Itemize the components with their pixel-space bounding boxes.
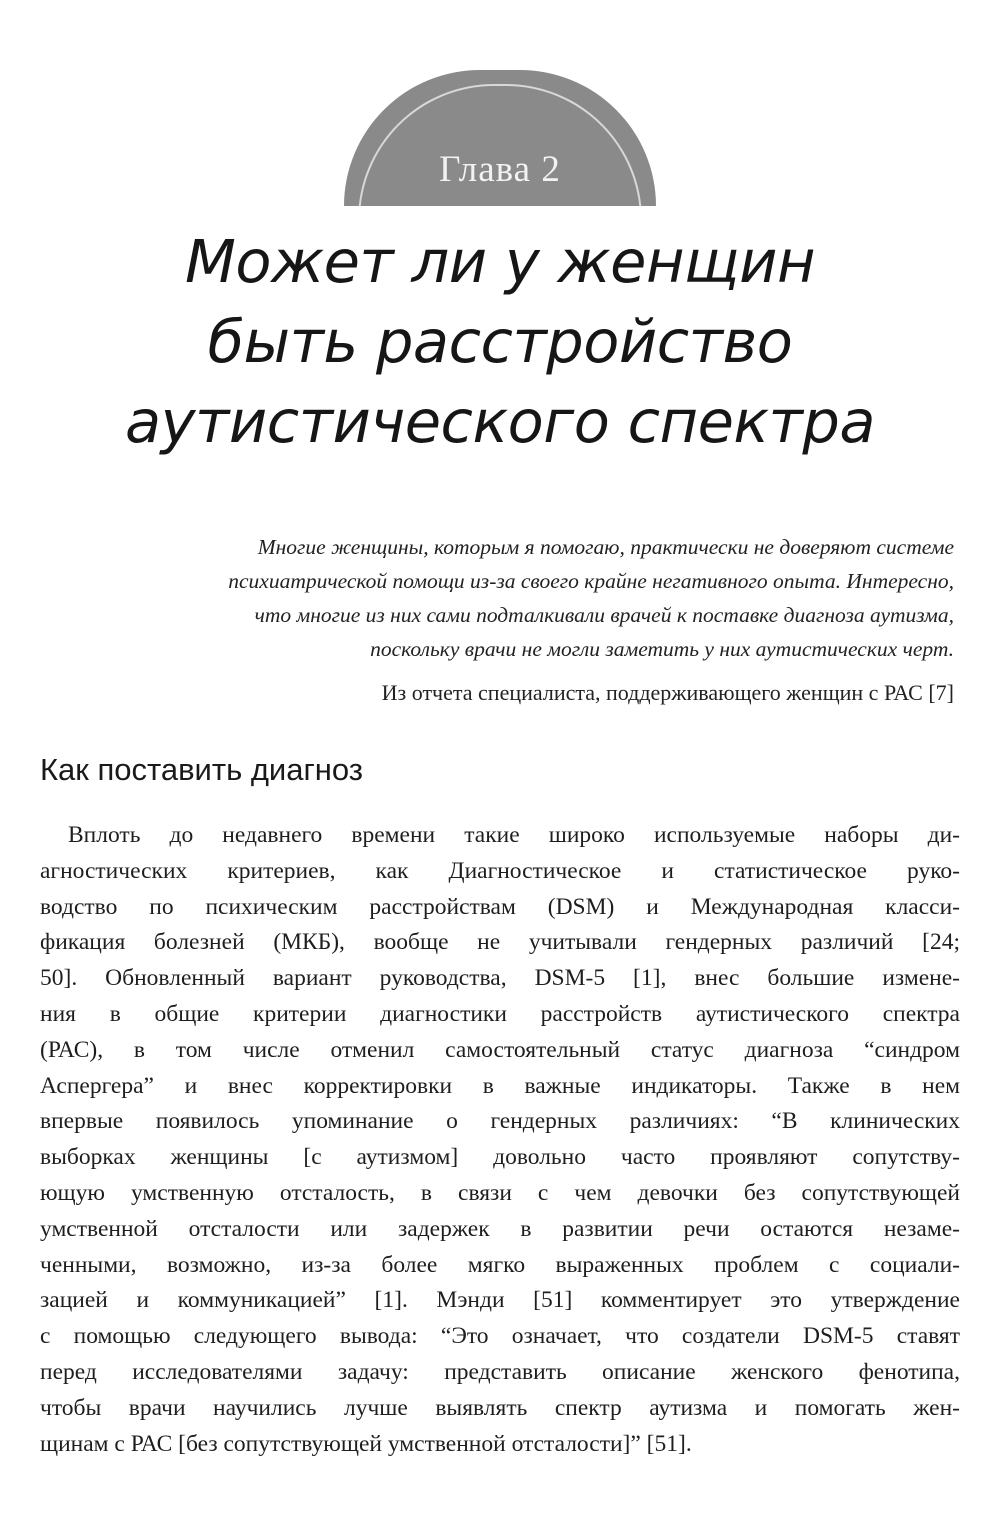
chapter-label: Глава 2 — [439, 149, 561, 190]
body-line: впервые появилось упоминание о гендерных различиях: “В клинических — [40, 1108, 960, 1135]
body-paragraph — [40, 818, 960, 1462]
epigraph-line: что многие из них сами подталкивали врачей к поставке диагноза аутизма, — [254, 603, 954, 627]
body-line: водство по психическим расстройствам (DSM) и Международная класси- — [40, 893, 960, 920]
section-heading: Как поставить диагноз — [40, 752, 364, 787]
chapter-title — [60, 222, 940, 462]
chapter-title-line: аутистического спектра — [124, 387, 876, 456]
body-line: умственной отсталости или задержек в развитии речи остаются незаме- — [40, 1215, 960, 1242]
body-line: с помощью следующего вывода: “Это означает, что создатели DSM-5 ставят — [40, 1323, 960, 1350]
body-line: щинам с РАС [без сопутствующей умственной отсталости]” [51]. — [40, 1430, 692, 1457]
body-line: выборках женщины [с аутизмом] довольно часто проявляют сопутству- — [40, 1144, 960, 1171]
epigraph-source: Из отчета специалиста, поддерживающего женщин с РАС [7] — [381, 680, 954, 705]
body-line: 50]. Обновленный вариант руководства, DSM-5 [1], внес большие измене- — [40, 965, 960, 992]
body-line: ченными, возможно, из-за более мягко выраженных проблем с социали- — [40, 1251, 960, 1278]
body-line: агностических критериев, как Диагностическое и статистическое руко- — [40, 857, 960, 884]
body-line: перед исследователями задачу: представить описание женского фенотипа, — [40, 1358, 960, 1385]
body-line: чтобы врачи научились лучше выявлять спектр аутизма и помогать жен- — [40, 1394, 960, 1421]
body-line: ния в общие критерии диагностики расстройств аутистического спектра — [40, 1000, 960, 1027]
epigraph — [80, 530, 954, 666]
body-line: Аспергера” и внес корректировки в важные индикаторы. Также в нем — [40, 1072, 960, 1099]
body-line: зацией и коммуникацией” [1]. Мэнди [51] комментирует это утверждение — [40, 1287, 960, 1314]
body-line: (РАС), в том числе отменил самостоятельный статус диагноза “синдром — [40, 1036, 960, 1063]
chapter-title-line: Может ли у женщин — [184, 227, 816, 296]
epigraph-line: поскольку врачи не могли заметить у них аутистических черт. — [370, 637, 954, 661]
epigraph-line: Многие женщины, которым я помогаю, практически не доверяют системе — [257, 535, 954, 559]
body-line: ющую умственную отсталость, в связи с чем девочки без сопутствующей — [40, 1179, 960, 1206]
body-line: Вплоть до недавнего времени такие широко используемые наборы ди- — [68, 822, 960, 848]
body-line: фикация болезней (МКБ), вообще не учитывали гендерных различий [24; — [40, 929, 960, 956]
epigraph-line: психиатрической помощи из-за своего крайне негативного опыта. Интересно, — [228, 569, 954, 593]
chapter-title-line: быть расстройство — [207, 307, 793, 376]
